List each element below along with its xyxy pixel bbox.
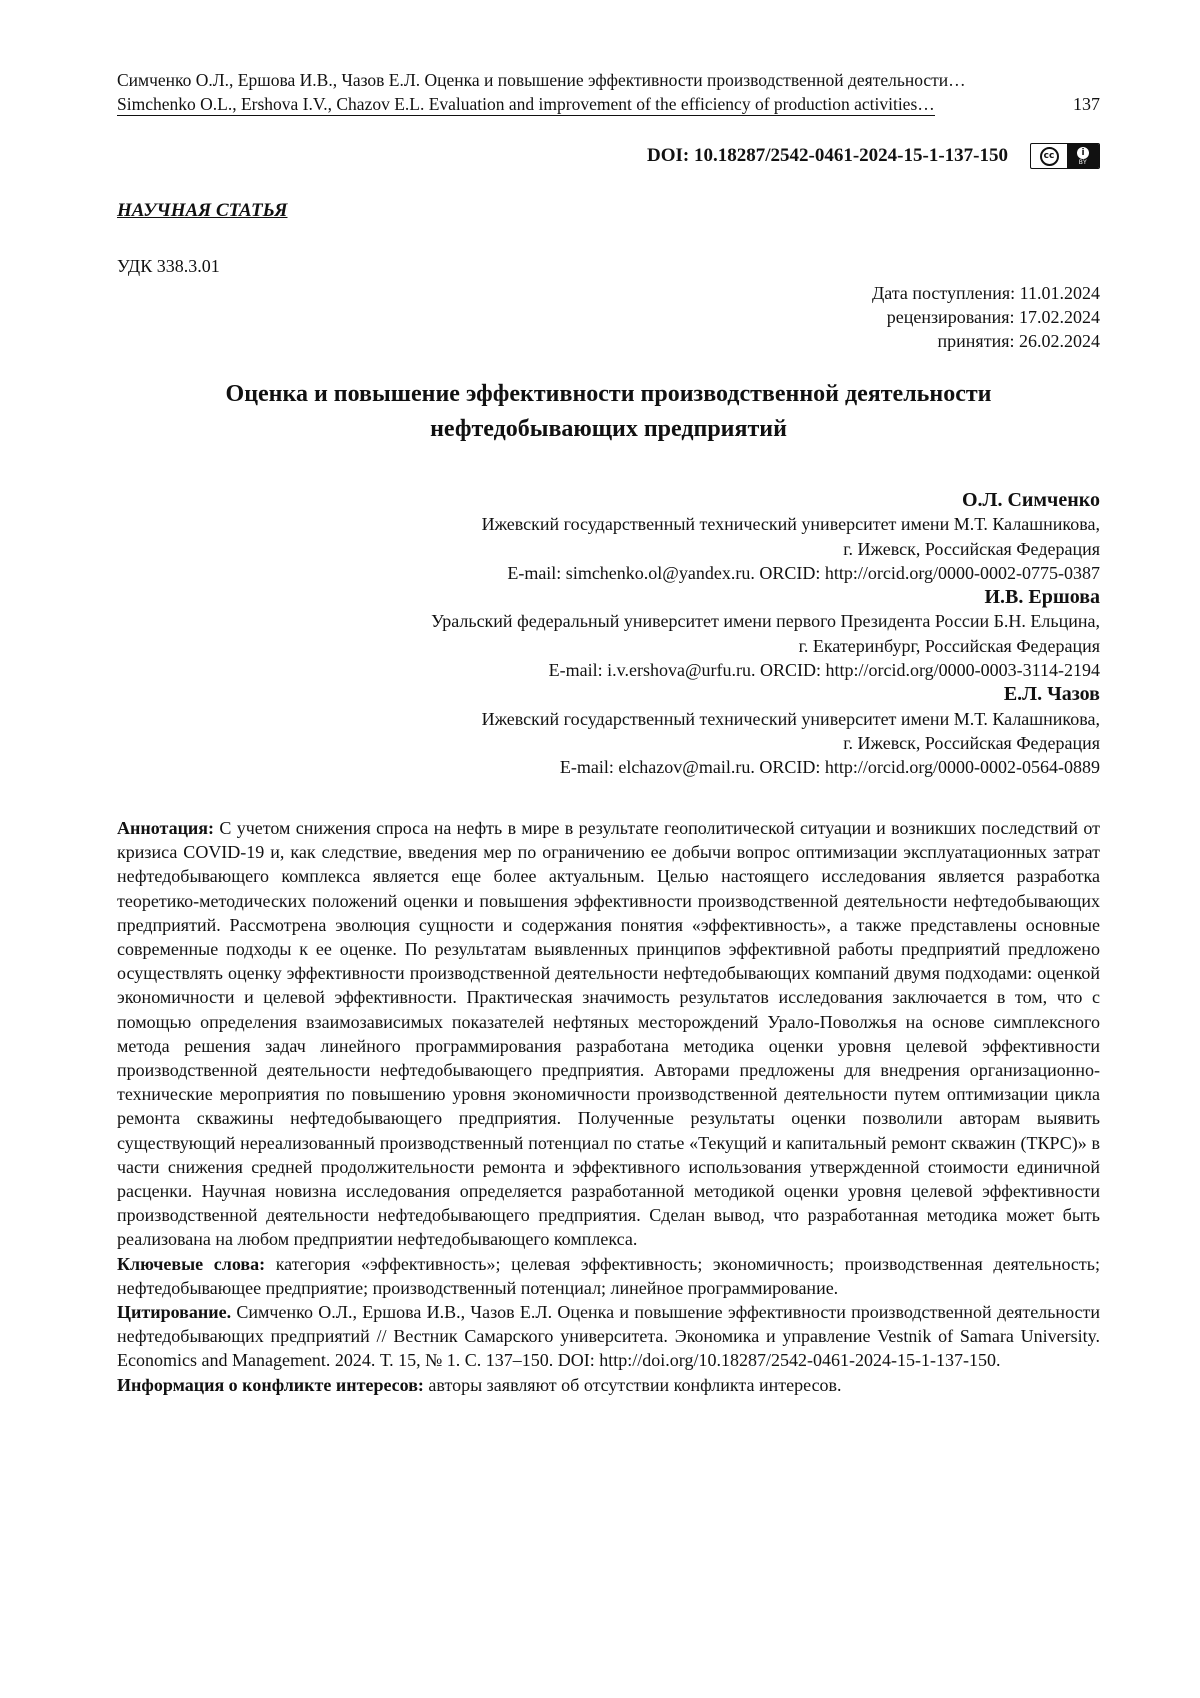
doi[interactable]: DOI: 10.18287/2542-0461-2024-15-1-137-150: [647, 145, 1008, 166]
conflict-text: авторы заявляют об отсутствии конфликта интересов.: [428, 1374, 842, 1395]
date-accepted: принятия: 26.02.2024: [937, 331, 1100, 351]
cc-by-label: BY: [1078, 158, 1088, 166]
abstract-paragraph: [117, 816, 1100, 1252]
creative-commons-by-icon[interactable]: [1030, 143, 1100, 169]
keywords-text: категория «эффективность»; целевая эффективность; экономичность; производственная деятельность; нефтедобывающее предприятие; производственный потенциал; линейное программирование.: [117, 1253, 1100, 1298]
conflict-label: Информация о конфликте интересов:: [117, 1374, 424, 1395]
author-affiliation: Ижевский государственный технический университет имени М.Т. Калашникова,: [481, 514, 1100, 535]
running-head: [117, 68, 1100, 116]
author: [117, 585, 1100, 682]
title-line-1: Оценка и повышение эффективности производственной деятельности: [225, 381, 992, 407]
keywords-paragraph: [117, 1252, 1100, 1300]
abstract-label: Аннотация:: [117, 818, 215, 838]
dates-block: [872, 281, 1100, 353]
author-name: Е.Л. Чазов: [1003, 683, 1100, 706]
author-city: г. Екатеринбург, Российская Федерация: [798, 635, 1100, 656]
author-affiliation: Уральский федеральный университет имени первого Президента России Б.Н. Ельцина,: [431, 611, 1100, 632]
author-name: О.Л. Симченко: [962, 489, 1100, 511]
author: [117, 488, 1100, 585]
doi-row: [647, 143, 1100, 169]
date-reviewed: рецензирования: 17.02.2024: [886, 307, 1100, 327]
author-contact[interactable]: E-mail: i.v.ershova@urfu.ru. ORCID: http://orcid.org/0000-0003-3114-2194: [548, 660, 1100, 681]
article-title: [117, 377, 1100, 447]
title-line-2: нефтедобывающих предприятий: [430, 416, 787, 442]
cc-logo-icon: cc: [1031, 144, 1067, 168]
abstract-text: С учетом снижения спроса на нефть в мире в результате геополитической ситуации и возникших последствий от кризиса COVID-19 и, как следствие, введения мер по ограничению ее добычи вопрос оптимизации эксплуатационных затрат нефтедобывающего комплекса является еще более актуальным. Целью настоящего исследования является разработка теоретико-методических положений оценки и повышения эффективности производственной деятельности нефтедобывающих предприятий. Рассмотрена эволюция сущности и содержания понятия «эффективность», а также представлены основные современные подходы к ее оценке. По результатам выявленных принципов эффективной работы предприятий предложено осуществлять оценку эффективности производственной деятельности нефтедобывающих компаний двумя подходами: оценкой экономичности и целевой эффективности. Практическая значимость результатов исследования заключается в том, что с помощью определения взаимозависимых показателей нефтяных месторождений Урало-Поволжья на основе симплексного метода решения задач линейного программирования разработана методика оценки уровня целевой эффективности производственной деятельности нефтедобывающего предприятия. Авторами предложены для внедрения организационно-технические мероприятия по повышению уровня экономичности производственной деятельности путем оптимизации цикла ремонта скважины нефтедобывающего предприятия. Полученные результаты оценки позволили авторам выявить существующий нереализованный производственный потенциал по статье «Текущий и капитальный ремонт скважин (ТКРС)» в части снижения средней продолжительности ремонта и эффективного использования утвержденной стоимости единичной расценки. Научная новизна исследования определяется разработанной методикой оценки уровня целевой эффективности производственной деятельности нефтедобывающего предприятия. Сделан вывод, что разработанная методика может быть реализована на любом предприятии нефтедобывающего комплекса.: [117, 818, 1101, 1250]
udc-code: УДК 338.3.01: [117, 256, 220, 276]
citation-paragraph: [117, 1300, 1100, 1373]
author-affiliation: Ижевский государственный технический университет имени М.Т. Калашникова,: [481, 708, 1100, 729]
date-received: Дата поступления: 11.01.2024: [871, 283, 1100, 303]
authors-block: [117, 488, 1100, 780]
running-head-ru: Симченко О.Л., Ершова И.В., Чазов Е.Л. Оценка и повышение эффективности производственной деятельности…: [117, 70, 966, 90]
abstract-section: [117, 816, 1100, 1397]
running-head-en: Simchenko O.L., Ershova I.V., Chazov E.L. Evaluation and improvement of the efficiency of production activities…: [117, 94, 935, 114]
author-contact[interactable]: E-mail: simchenko.ol@yandex.ru. ORCID: http://orcid.org/0000-0002-0775-0387: [507, 562, 1100, 583]
conflict-paragraph: [117, 1373, 1100, 1397]
author-name: И.В. Ершова: [984, 586, 1100, 609]
citation-text: Симченко О.Л., Ершова И.В., Чазов Е.Л. Оценка и повышение эффективности производственной деятельности нефтедобывающих предприятий // Вестник Самарского университета. Экономика и управление Vestnik of Samara University. Economics and Management. 2024. Т. 15, № 1. С. 137–150. DOI: http://doi.org/10.18287/2542-0461-2024-15-1-137-150.: [117, 1302, 1101, 1371]
citation-label: Цитирование.: [117, 1302, 232, 1323]
author-city: г. Ижевск, Российская Федерация: [843, 538, 1100, 559]
author: [117, 682, 1100, 779]
author-city: г. Ижевск, Российская Федерация: [843, 732, 1100, 753]
article-type: НАУЧНАЯ СТАТЬЯ: [117, 200, 288, 221]
keywords-label: Ключевые слова:: [117, 1253, 266, 1274]
running-head-en-row: [117, 92, 1100, 116]
cc-by-icon: i BY: [1067, 144, 1099, 168]
author-contact[interactable]: E-mail: elchazov@mail.ru. ORCID: http://orcid.org/0000-0002-0564-0889: [559, 757, 1100, 778]
page-number: 137: [1073, 94, 1100, 114]
